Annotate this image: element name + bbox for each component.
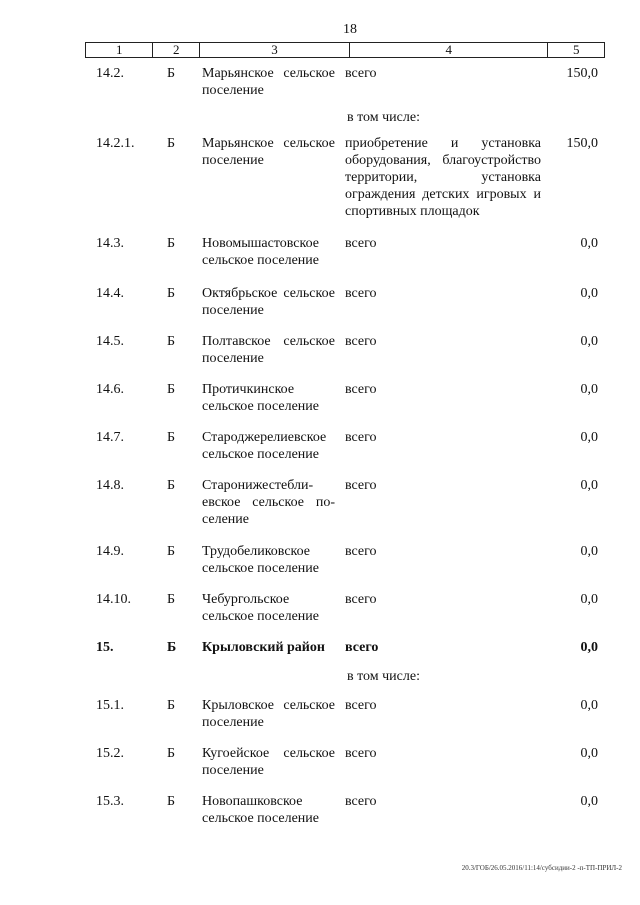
amount-value: 0,0 [580,236,598,251]
header-col-2: 2 [153,43,200,57]
row-number: 15. [96,640,114,655]
municipality-name: Кугоейское сельское поселение [202,746,335,778]
expense-type: всего [345,746,377,761]
amount-value: 0,0 [580,640,598,655]
amount-value: 0,0 [580,430,598,445]
row-number: 15.3. [96,794,124,809]
municipality-name: Трудобеликовское сельское поселение [202,544,319,576]
municipality-name: Крыловское сельское поселение [202,698,335,730]
header-col-5: 5 [572,42,580,57]
amount-value: 0,0 [580,286,598,301]
amount-value: 150,0 [566,66,598,81]
expense-type: всего [345,640,379,655]
row-category: Б [167,794,176,809]
row-category: Б [167,478,176,493]
amount-value: 0,0 [580,746,598,761]
municipality-name: Новомышастовское сельское поселение [202,236,319,268]
amount-value: 0,0 [580,698,598,713]
row-number: 14.4. [96,286,124,301]
amount-value: 0,0 [580,334,598,349]
expense-type: всего [345,544,377,559]
row-category: Б [167,544,176,559]
municipality-name: Чебургольское сельское поселение [202,592,319,624]
municipality-name: Протичкинское сельское поселение [202,382,319,414]
row-category: Б [167,136,176,151]
municipality-name: Староджерелиевское сельское поселение [202,430,327,462]
row-category: Б [167,236,176,251]
row-category: Б [167,430,176,445]
row-number: 14.7. [96,430,124,445]
row-number: 14.6. [96,382,124,397]
expense-type: всего [345,66,377,81]
row-number: 14.9. [96,544,124,559]
row-category: Б [167,382,176,397]
municipality-name: Октябрьское сельское поселение [202,286,335,318]
row-number: 14.2. [96,66,124,81]
row-number: 14.10. [96,592,131,607]
row-category: Б [167,698,176,713]
amount-value: 0,0 [580,544,598,559]
amount-value: 0,0 [580,794,598,809]
row-category: Б [167,746,176,761]
row-number: 15.1. [96,698,124,713]
municipality-name: Старонижестеблиевское сельское поселение [202,478,335,527]
row-category: Б [167,592,176,607]
header-col-3: 3 [200,43,350,57]
document-code: 20.3/ГОБ/26.05.2016/11:14/субсидии-2 -п-ТП-ПРИЛ-2 [461,864,622,872]
expense-type: всего [345,478,377,493]
row-number: 14.2.1. [96,136,135,151]
expense-type: всего [345,382,377,397]
municipality-name: Новопашковское сельское поселение [202,794,319,826]
row-number: 14.8. [96,478,124,493]
header-col-1: 1 [86,43,153,57]
page-number: 18 [343,22,357,37]
amount-value: 0,0 [580,382,598,397]
expense-type: приобретение и установка оборудования, благоустройство территории, установка ограждения детских игровых и спортивных площадок [345,136,541,219]
row-category: Б [167,334,176,349]
amount-value: 150,0 [566,136,598,151]
expense-type: всего [345,334,377,349]
subtotal-note: в том числе: [347,110,420,125]
municipality-name: Крыловский район [202,640,325,655]
expense-type: всего [345,698,377,713]
row-number: 14.3. [96,236,124,251]
row-category: Б [167,286,176,301]
row-number: 14.5. [96,334,124,349]
expense-type: всего [345,236,377,251]
expense-type: всего [345,592,377,607]
expense-type: всего [345,794,377,809]
row-category: Б [167,66,176,81]
municipality-name: Полтавское сельское поселение [202,334,335,366]
row-number: 15.2. [96,746,124,761]
expense-type: всего [345,286,377,301]
row-category: Б [167,640,177,655]
amount-value: 0,0 [580,592,598,607]
amount-value: 0,0 [580,478,598,493]
municipality-name: Марьянское сельское поселение [202,136,335,168]
municipality-name: Марьянское сельское поселение [202,66,335,98]
header-col-4: 4 [350,43,548,57]
expense-type: всего [345,430,377,445]
subtotal-note: в том числе: [347,669,420,684]
